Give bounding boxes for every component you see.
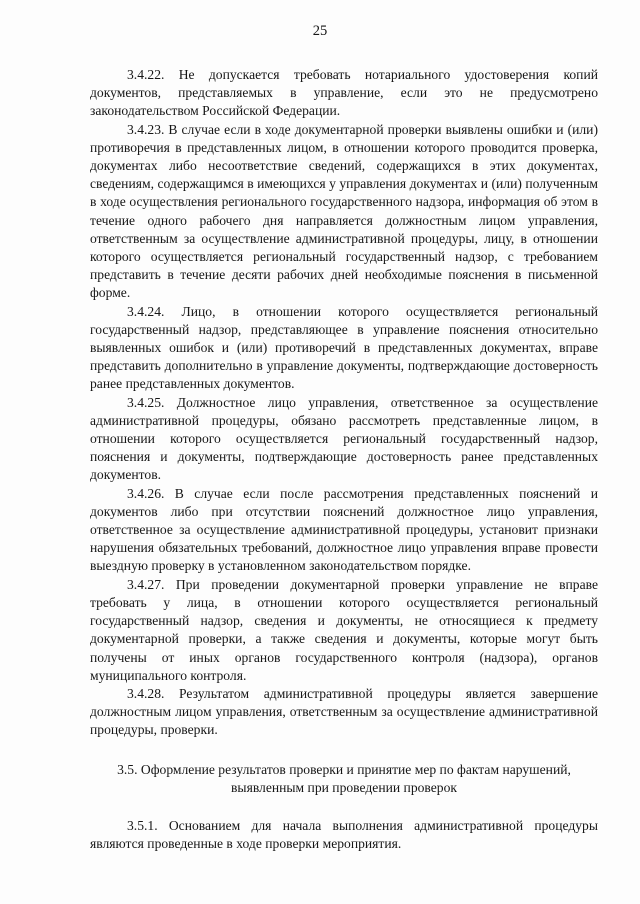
section-heading-3-5: 3.5. Оформление результатов проверки и принятие мер по фактам нарушений, выявленным при проведении проверок — [117, 761, 571, 795]
paragraph-3-4-24: 3.4.24. Лицо, в отношении которого осуществляется региональный государственный надзор, представляющее в управление пояснения относительно выявленных ошибок и (или) противоречий в представленных документах, вправе представить дополнительно в управление документы, подтверждающие достоверность ранее представленных документов. — [90, 303, 598, 392]
paragraph-3-4-22: 3.4.22. Не допускается требовать нотариального удостоверения копий документов, представляемых в управление, если это не предусмотрено законодательством Российской Федерации. — [90, 67, 598, 119]
paragraph-3-4-27: 3.4.27. При проведении документарной проверки управление не вправе требовать у лица, в отношении которого осуществляется региональный государственный надзор, сведения и документы, не относящиеся к предмету документарной проверки, а также сведения и документы, которые могут быть получены от иных органов государственного контроля (надзора), органов муниципального контроля. — [90, 576, 598, 683]
page-number: 25 — [312, 23, 328, 39]
paragraph-3-4-28: 3.4.28. Результатом административной процедуры является завершение должностным лицом управления, ответственным за осуществление административной процедуры, проверки. — [90, 685, 598, 738]
document-body — [90, 66, 598, 853]
paragraph-3-4-23: 3.4.23. В случае если в ходе документарной проверки выявлены ошибки и (или) противоречия в представленных лицом, в отношении которого проводится проверка, документах либо несоответствие сведений, содержащихся в этих документах, сведениям, содержащимся в имеющихся у управления документах и (или) полученным в ходе осуществления регионального государственного надзора, информация об этом в течение одного рабочего дня направляется должностным лицом управления, ответственным за осуществление административной процедуры, лицу, в отношении которого осуществляется региональный государственный надзор, с требованием представить в течение десяти рабочих дней необходимые пояснения в письменной форме. — [90, 121, 598, 301]
paragraph-3-5-1: 3.5.1. Основанием для начала выполнения административной процедуры являются проведенные в ходе проверки мероприятия. — [90, 817, 598, 852]
paragraph-3-4-26: 3.4.26. В случае если после рассмотрения представленных пояснений и документов либо при отсутствии пояснений должностное лицо управления, ответственное за осуществление административной процедуры, установит признаки нарушения обязательных требований, должностное лицо управления вправе провести выездную проверку в установленном законодательством порядке. — [90, 485, 598, 574]
paragraph-3-4-25: 3.4.25. Должностное лицо управления, ответственное за осуществление административной процедуры, обязано рассмотреть представленные лицом, в отношении которого осуществляется региональный государственный надзор, пояснения и документы, подтверждающие достоверность ранее представленных документов. — [90, 394, 598, 483]
